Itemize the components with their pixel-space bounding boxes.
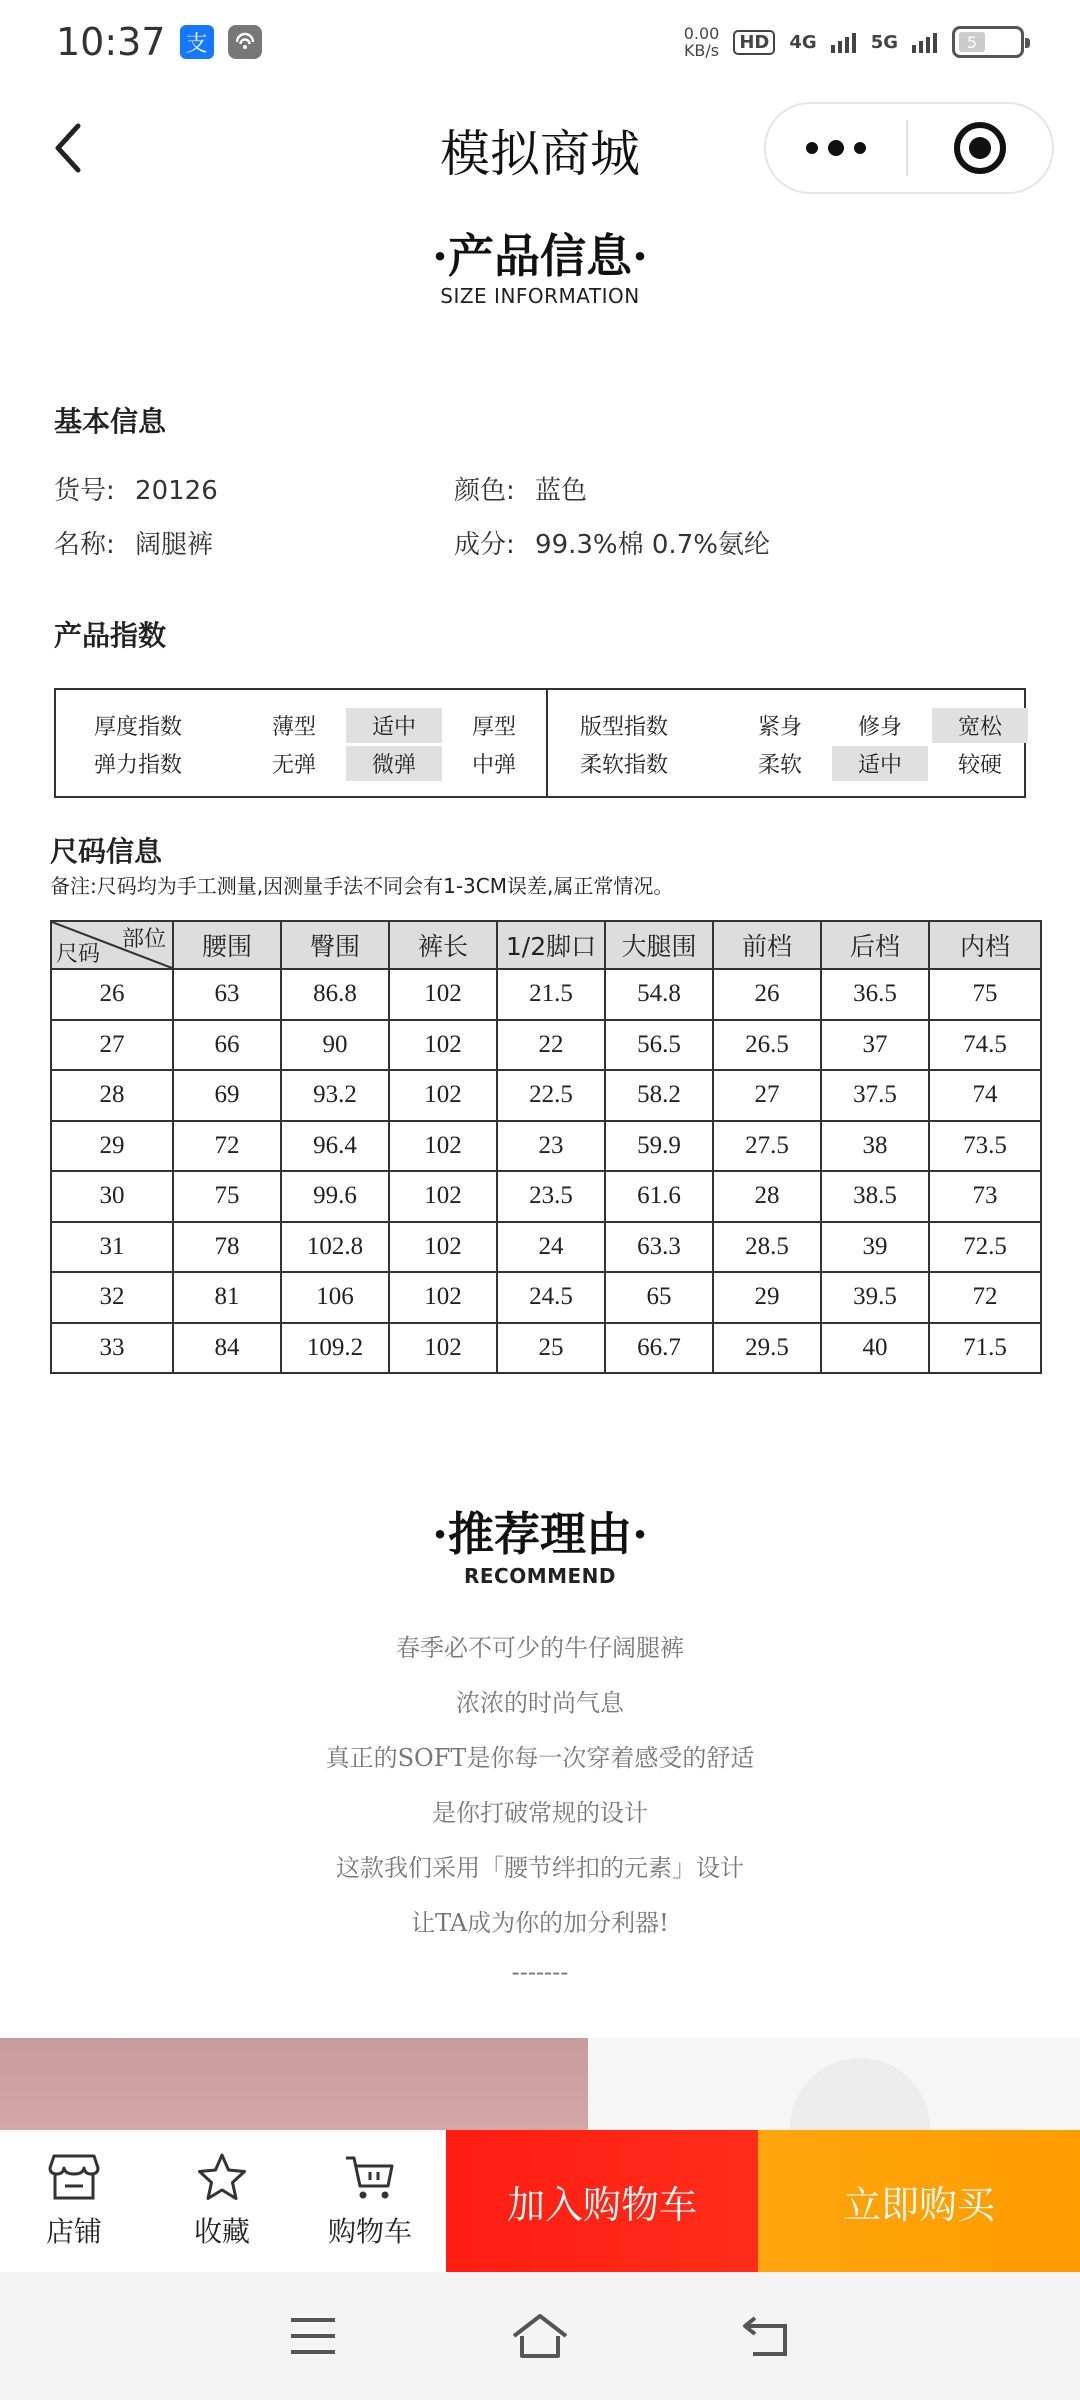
cart-label: 购物车: [327, 2215, 412, 2248]
measure-cell: 23.5: [497, 1171, 605, 1222]
product-info-subtitle: SIZE INFORMATION: [440, 284, 640, 308]
index-option-selected: 适中: [346, 708, 442, 743]
measure-cell: 78: [173, 1222, 281, 1273]
measure-cell: 24: [497, 1222, 605, 1273]
size-cell: 30: [51, 1171, 173, 1222]
recommend-line: 浓浓的时尚气息: [456, 1689, 624, 1717]
measure-cell: 66.7: [605, 1323, 713, 1374]
more-dots-icon: [804, 138, 868, 158]
product-index-heading: 产品指数: [54, 619, 167, 652]
measure-cell: 22: [497, 1020, 605, 1071]
back-button[interactable]: [36, 116, 100, 180]
nav-bar: [0, 96, 1080, 200]
measure-cell: 102: [389, 1272, 497, 1323]
index-option: 紧身: [757, 714, 802, 740]
buy-now-button[interactable]: 立即购买: [758, 2130, 1080, 2272]
measure-cell: 102: [389, 1070, 497, 1121]
cart-icon: [344, 2152, 396, 2202]
measure-cell: 24.5: [497, 1272, 605, 1323]
size-column-header: 腰围: [173, 921, 281, 969]
size-column-header: 后档: [821, 921, 929, 969]
size-table-header: [51, 921, 1041, 969]
size-cell: 31: [51, 1222, 173, 1273]
measure-cell: 39.5: [821, 1272, 929, 1323]
status-time: 10:37: [56, 20, 166, 64]
measure-cell: 69: [173, 1070, 281, 1121]
measure-cell: 75: [173, 1171, 281, 1222]
index-option: 薄型: [271, 714, 316, 740]
index-left-group: [56, 690, 546, 796]
measure-cell: 106: [281, 1272, 389, 1323]
name-row: [54, 524, 213, 561]
material-row: [454, 524, 770, 561]
shop-icon: [48, 2152, 100, 2202]
item-no-label: 货号:: [54, 476, 115, 506]
size-cell: 29: [51, 1121, 173, 1172]
wifi-hotspot-icon: [228, 25, 262, 59]
size-column-header: 大腿围: [605, 921, 713, 969]
measure-cell: 74.5: [929, 1020, 1041, 1071]
measure-cell: 61.6: [605, 1171, 713, 1222]
product-photo: [0, 2038, 1080, 2130]
close-miniprogram-button[interactable]: [908, 104, 1052, 192]
basic-info-heading: 基本信息: [54, 405, 167, 438]
star-icon: [196, 2152, 248, 2202]
measure-cell: 25: [497, 1323, 605, 1374]
measure-cell: 102: [389, 1323, 497, 1374]
product-index-box: [54, 688, 1026, 798]
measure-cell: 22.5: [497, 1070, 605, 1121]
size-column-header: 裤长: [389, 921, 497, 969]
material-label: 成分:: [454, 530, 515, 560]
index-option: 中弹: [471, 752, 516, 778]
product-detail-content[interactable]: [0, 200, 1080, 2130]
shop-label: 店铺: [45, 2215, 102, 2248]
corner-label-size: 尺码: [56, 942, 101, 967]
recommend-subtitle: RECOMMEND: [463, 1564, 617, 1588]
measure-cell: 109.2: [281, 1323, 389, 1374]
status-indicators: [684, 25, 1024, 59]
size-table-corner: [51, 921, 173, 969]
signal-bars-icon: [831, 31, 857, 53]
page-title: 模拟商城: [440, 125, 640, 183]
index-option: 修身: [857, 714, 902, 740]
product-info-title: ·产品信息·: [431, 229, 649, 283]
measure-cell: 23: [497, 1121, 605, 1172]
index-label: 柔软指数: [580, 752, 669, 778]
recommend-line: 春季必不可少的牛仔阔腿裤: [396, 1634, 684, 1662]
size-table-body: [51, 969, 1041, 1373]
measure-cell: 36.5: [821, 969, 929, 1020]
measure-cell: 37: [821, 1020, 929, 1071]
recommend-title: ·推荐理由·: [431, 1507, 649, 1561]
index-label: 版型指数: [580, 714, 669, 740]
recommend-line: 这款我们采用「腰节绊扣的元素」设计: [336, 1854, 744, 1882]
product-photo-left: [0, 2038, 588, 2130]
measure-cell: 65: [605, 1272, 713, 1323]
alipay-icon: 支: [180, 25, 214, 59]
battery-icon: [952, 26, 1024, 58]
measure-cell: 102: [389, 1222, 497, 1273]
index-option: 无弹: [271, 752, 316, 778]
corner-label-part: 部位: [121, 927, 166, 952]
measure-cell: 81: [173, 1272, 281, 1323]
measure-cell: 86.8: [281, 969, 389, 1020]
index-row: [94, 706, 546, 744]
measure-cell: 26.5: [713, 1020, 821, 1071]
measure-cell: 84: [173, 1323, 281, 1374]
measure-cell: 102.8: [281, 1222, 389, 1273]
measure-cell: 38.5: [821, 1171, 929, 1222]
recommend-line: 是你打破常规的设计: [432, 1799, 648, 1827]
measure-cell: 93.2: [281, 1070, 389, 1121]
table-row: [51, 1323, 1041, 1374]
measure-cell: 29.5: [713, 1323, 821, 1374]
table-row: [51, 1020, 1041, 1071]
measure-cell: 29: [713, 1272, 821, 1323]
measure-cell: 102: [389, 969, 497, 1020]
size-cell: 28: [51, 1070, 173, 1121]
measure-cell: 102: [389, 1121, 497, 1172]
miniprogram-capsule: [764, 102, 1054, 194]
measure-cell: 66: [173, 1020, 281, 1071]
item-no-value: 20126: [135, 476, 218, 506]
size-table: [50, 920, 1042, 1374]
measure-cell: 56.5: [605, 1020, 713, 1071]
size-cell: 27: [51, 1020, 173, 1071]
more-button[interactable]: [766, 104, 906, 192]
size-cell: 33: [51, 1323, 173, 1374]
recommend-line: 让TA成为你的加分利器!: [411, 1909, 669, 1937]
table-row: [51, 1272, 1041, 1323]
measure-cell: 27.5: [713, 1121, 821, 1172]
add-to-cart-button[interactable]: 加入购物车: [446, 2130, 758, 2272]
measure-cell: 102: [389, 1020, 497, 1071]
measure-cell: 63: [173, 969, 281, 1020]
color-value: 蓝色: [535, 476, 588, 506]
name-label: 名称:: [54, 530, 115, 560]
size-column-header: 前档: [713, 921, 821, 969]
system-navigation-bar: [0, 2272, 1080, 2400]
home-button[interactable]: [500, 2296, 580, 2376]
measure-cell: 27: [713, 1070, 821, 1121]
name-value: 阔腿裤: [135, 530, 214, 560]
hd-badge: HD: [733, 30, 775, 55]
chevron-left-icon: [48, 120, 88, 176]
table-row: [51, 1121, 1041, 1172]
size-note: 备注:尺码均为手工测量,因测量手法不同会有1-3CM误差,属正常情况。: [50, 874, 674, 898]
index-row: [94, 744, 546, 782]
measure-cell: 28.5: [713, 1222, 821, 1273]
measure-cell: 72: [173, 1121, 281, 1172]
index-option: 厚型: [471, 714, 516, 740]
index-option-selected: 适中: [832, 746, 928, 781]
signal-4g-icon: 4G: [789, 31, 817, 53]
recommend-line: -------: [511, 1958, 569, 1986]
table-row: [51, 1171, 1041, 1222]
measure-cell: 75: [929, 969, 1041, 1020]
color-row: [454, 470, 587, 507]
measure-cell: 40: [821, 1323, 929, 1374]
measure-cell: 74: [929, 1070, 1041, 1121]
shop-button[interactable]: [0, 2130, 148, 2272]
index-label: 弹力指数: [94, 752, 183, 778]
color-label: 颜色:: [454, 476, 515, 506]
index-option: 较硬: [957, 752, 1002, 778]
measure-cell: 26: [713, 969, 821, 1020]
index-right-group: [546, 690, 1032, 796]
measure-cell: 38: [821, 1121, 929, 1172]
size-column-header: 内档: [929, 921, 1041, 969]
table-row: [51, 1070, 1041, 1121]
index-option-selected: 宽松: [932, 708, 1028, 743]
signal-bars-icon: [912, 31, 938, 53]
measure-cell: 63.3: [605, 1222, 713, 1273]
index-row: [580, 706, 1032, 744]
table-row: [51, 1222, 1041, 1273]
bottom-action-bar: [0, 2130, 1080, 2272]
measure-cell: 58.2: [605, 1070, 713, 1121]
index-option: 柔软: [757, 752, 802, 778]
size-info-heading: 尺码信息: [50, 835, 163, 868]
measure-cell: 99.6: [281, 1171, 389, 1222]
menu-icon: [289, 2316, 337, 2356]
index-label: 厚度指数: [94, 714, 183, 740]
measure-cell: 90: [281, 1020, 389, 1071]
size-cell: 26: [51, 969, 173, 1020]
measure-cell: 59.9: [605, 1121, 713, 1172]
item-no-row: [54, 470, 218, 507]
table-row: [51, 969, 1041, 1020]
measure-cell: 102: [389, 1171, 497, 1222]
signal-5g-icon: 5G: [870, 31, 898, 53]
menu-button[interactable]: [273, 2296, 353, 2376]
measure-cell: 72.5: [929, 1222, 1041, 1273]
home-icon: [510, 2312, 570, 2360]
net-speed: [684, 25, 720, 59]
net-speed-value: 0.00: [683, 24, 720, 43]
measure-cell: 96.4: [281, 1121, 389, 1172]
back-nav-button[interactable]: [727, 2296, 807, 2376]
index-option-selected: 微弹: [346, 746, 442, 781]
size-cell: 32: [51, 1272, 173, 1323]
measure-cell: 37.5: [821, 1070, 929, 1121]
measure-cell: 71.5: [929, 1323, 1041, 1374]
measure-cell: 21.5: [497, 969, 605, 1020]
status-bar: [0, 0, 1080, 84]
measure-cell: 54.8: [605, 969, 713, 1020]
measure-cell: 72: [929, 1272, 1041, 1323]
measure-cell: 39: [821, 1222, 929, 1273]
battery-level: 5: [959, 32, 985, 52]
measure-cell: 28: [713, 1171, 821, 1222]
measure-cell: 73.5: [929, 1121, 1041, 1172]
index-row: [580, 744, 1032, 782]
recommend-line: 真正的SOFT是你每一次穿着感受的舒适: [325, 1744, 755, 1772]
favorite-label: 收藏: [193, 2215, 250, 2248]
size-column-header: 臀围: [281, 921, 389, 969]
measure-cell: 73: [929, 1171, 1041, 1222]
material-value: 99.3%棉 0.7%氨纶: [535, 530, 770, 560]
cart-button[interactable]: [296, 2130, 444, 2272]
target-circle-icon: [952, 120, 1008, 176]
net-speed-unit: KB/s: [683, 41, 720, 60]
back-arrow-icon: [741, 2314, 793, 2358]
favorite-button[interactable]: [148, 2130, 296, 2272]
size-column-header: 1/2脚口: [497, 921, 605, 969]
